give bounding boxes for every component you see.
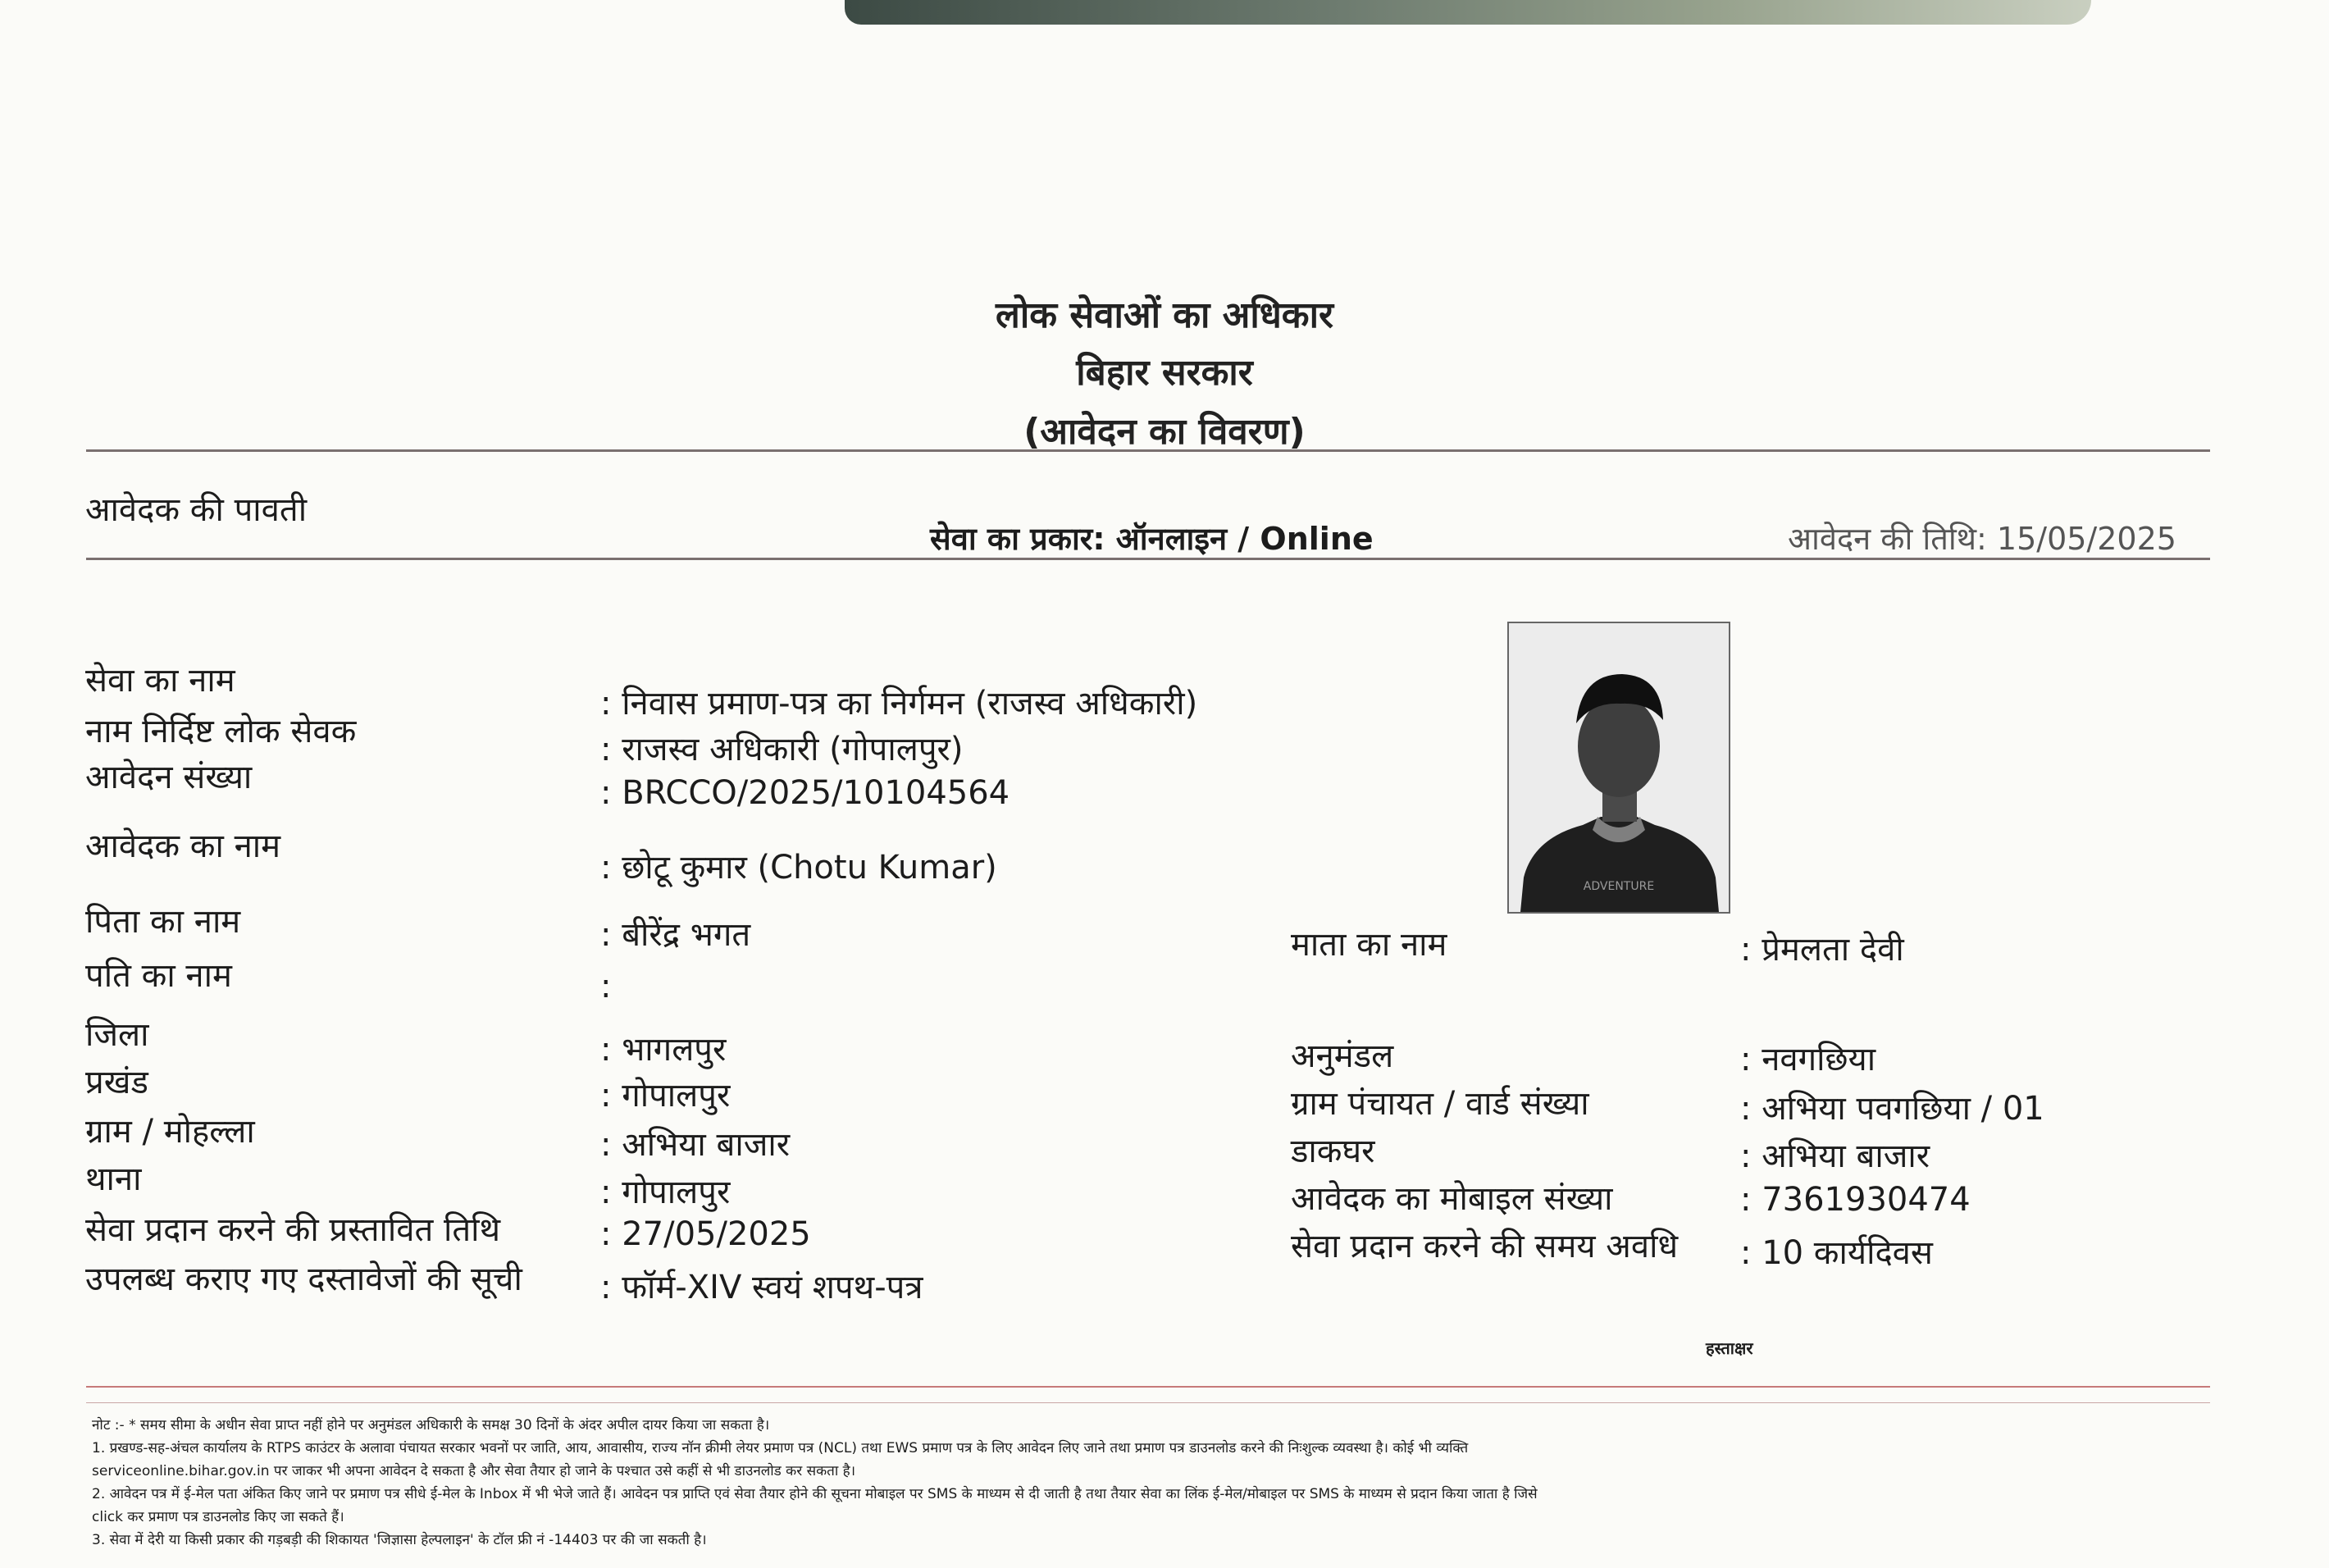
field-value: : <box>600 968 612 1005</box>
field-value: : प्रेमलता देवी <box>1740 931 1904 969</box>
field-label: उपलब्ध कराए गए दस्तावेजों की सूची <box>85 1260 522 1298</box>
field-label: प्रखंड <box>85 1064 148 1101</box>
service-type: सेवा का प्रकार: ऑनलाइन / Online <box>930 521 1374 557</box>
person-photo-icon <box>1509 623 1729 912</box>
note-line: serviceonline.bihar.gov.in पर जाकर भी अपना आवेदन दे सकता है और सेवा तैयार हो जाने के पश्चात उसे कहीं से भी डाउनलोड कर सकता है। <box>92 1463 856 1479</box>
field-value: : फॉर्म-XIV स्वयं शपथ-पत्र <box>600 1269 923 1306</box>
field-value: : अभिया बाजार <box>1740 1137 1930 1175</box>
header-divider <box>86 449 2210 452</box>
field-label: सेवा प्रदान करने की प्रस्तावित तिथि <box>85 1211 501 1249</box>
field-label: आवेदक का मोबाइल संख्या <box>1291 1180 1613 1218</box>
receipt-title: आवेदक की पावती <box>85 491 308 529</box>
footer-divider <box>86 1386 2210 1388</box>
field-label: पति का नाम <box>85 957 232 995</box>
application-date: आवेदन की तिथि: 15/05/2025 <box>1788 521 2176 557</box>
footer-notes <box>92 1414 2224 1552</box>
field-value: : गोपालपुर <box>600 1077 731 1114</box>
note-line: 2. आवेदन पत्र में ई-मेल पता अंकित किए जाने पर प्रमाण पत्र सीधे ई-मेल के Inbox में भी भेजे जाते हैं। आवेदन पत्र प्राप्ति एवं सेवा तैयार होने की सूचना मोबाइल पर SMS के माध्यम से दी जाती है तथा तैयार सेवा का लिंक ई-मेल/मोबाइल पर SMS के माध्यम से प्रदान किया जाता है जिसे <box>92 1486 1538 1502</box>
header-line-1: लोक सेवाओं का अधिकार <box>996 294 1333 336</box>
field-label: ग्राम पंचायत / वार्ड संख्या <box>1291 1085 1589 1123</box>
field-label: डाकघर <box>1291 1133 1375 1170</box>
field-label: नाम निर्दिष्ट लोक सेवक <box>85 713 357 750</box>
field-label: सेवा का नाम <box>85 662 235 700</box>
field-label: माता का नाम <box>1291 926 1447 964</box>
applicant-photo <box>1507 622 1730 914</box>
field-label: आवेदक का नाम <box>85 827 281 865</box>
field-label: अनुमंडल <box>1291 1037 1394 1075</box>
field-value: : बीरेंद्र भगत <box>600 916 751 954</box>
note-line: 3. सेवा में देरी या किसी प्रकार की गड़बड़ी की शिकायत 'जिज्ञासा हेल्पलाइन' के टॉल फ्री नं -14403 पर की जा सकती है। <box>92 1532 707 1548</box>
mobile-number: : 7361930474 <box>1740 1181 1971 1219</box>
note-line: नोट :- * समय सीमा के अधीन सेवा प्राप्त नहीं होने पर अनुमंडल अधिकारी के समक्ष 30 दिनों के अंदर अपील दायर किया जा सकता है। <box>92 1417 770 1434</box>
field-value: : गोपालपुर <box>600 1174 731 1211</box>
field-label: ग्राम / मोहल्ला <box>85 1113 255 1151</box>
field-label: आवेदन संख्या <box>85 759 253 796</box>
application-number: : BRCCO/2025/10104564 <box>600 774 1010 812</box>
field-value: : 27/05/2025 <box>600 1215 811 1253</box>
note-line: click कर प्रमाण पत्र डाउनलोड किए जा सकते हैं। <box>92 1509 344 1525</box>
signature-label: हस्ताक्षर <box>1706 1338 1753 1358</box>
field-label: पिता का नाम <box>85 903 241 941</box>
top-image-strip <box>845 0 2091 25</box>
svg-text:ADVENTURE: ADVENTURE <box>1583 880 1655 893</box>
field-value: : राजस्व अधिकारी (गोपालपुर) <box>600 731 964 768</box>
field-value: : नवगछिया <box>1740 1041 1876 1078</box>
field-value: : भागलपुर <box>600 1031 727 1069</box>
field-value: : अभिया पवगछिया / 01 <box>1740 1090 2044 1128</box>
field-label: जिला <box>85 1016 149 1054</box>
header-line-3: (आवेदन का विवरण) <box>1023 411 1306 453</box>
field-label: सेवा प्रदान करने की समय अवधि <box>1291 1228 1679 1265</box>
applicant-name: : छोटू कुमार (Chotu Kumar) <box>600 849 997 887</box>
field-label: थाना <box>85 1160 142 1198</box>
header-line-2: बिहार सरकार <box>1076 352 1253 394</box>
field-value: : 10 कार्यदिवस <box>1740 1234 1933 1272</box>
footer-divider-thin <box>86 1402 2210 1403</box>
field-value: : निवास प्रमाण-पत्र का निर्गमन (राजस्व अधिकारी) <box>600 685 1198 722</box>
field-value: : अभिया बाजार <box>600 1126 791 1164</box>
note-line: 1. प्रखण्ड-सह-अंचल कार्यालय के RTPS काउंटर के अलावा पंचायत सरकार भवनों पर जाति, आय, आवासीय, राज्य नॉन क्रीमी लेयर प्रमाण पत्र (NCL) तथा EWS प्रमाण पत्र के लिए आवेदन लिए जाने तथा प्रमाण पत्र डाउनलोड करने की निःशुल्क व्यवस्था है। कोई भी व्यक्ति <box>92 1440 1469 1456</box>
receipt-divider <box>86 558 2210 560</box>
